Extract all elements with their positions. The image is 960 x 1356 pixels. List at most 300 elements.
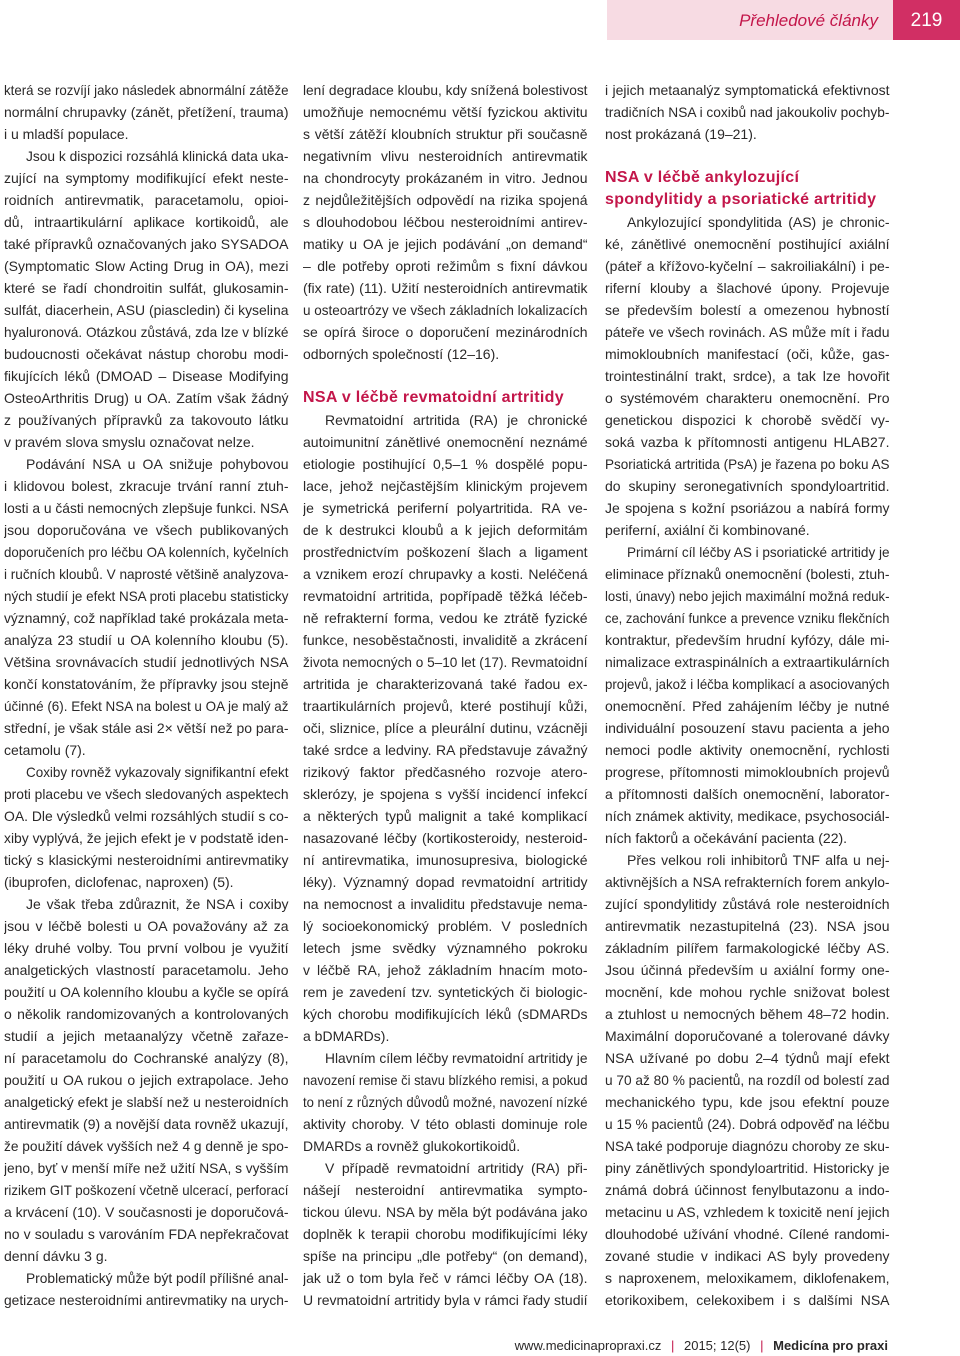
text-line xyxy=(605,277,890,299)
text-line xyxy=(303,1025,588,1047)
text-line xyxy=(605,651,890,673)
line-text: tickou úlevu. NSA by měla být podávána jako xyxy=(303,1204,588,1220)
text-line xyxy=(605,475,890,497)
line-text: kontraktur, především hrudní kyfózy, dále mi- xyxy=(605,632,890,648)
line-text: z nejdůležitějších odpovědí na rizika spojená xyxy=(303,192,588,208)
paragraph xyxy=(4,893,289,1267)
line-text: analgetický efekt je slabší než u nesteroidních xyxy=(4,1094,289,1110)
line-text: matiky u OA je jejich podávání „on demand“ xyxy=(303,236,588,252)
line-text: revmatoidní artritida, popřípadě těžká léčeb- xyxy=(303,588,588,604)
line-text: také přípravků označovaných jako SYSADOA xyxy=(4,236,289,252)
text-line xyxy=(303,1223,588,1245)
text-line xyxy=(4,1091,289,1113)
text-line xyxy=(303,299,588,321)
line-text: funkce, nesoběstačnosti, invaliditě a zkrácení xyxy=(303,632,588,648)
line-text: NSA také podporuje diagnózu choroby ze sku- xyxy=(605,1138,890,1154)
line-text: NSA užívané po dobu 2–4 týdnů mají efekt xyxy=(605,1050,890,1066)
text-line xyxy=(605,959,890,981)
line-text: zované studie v indikaci AS byly provedeny xyxy=(605,1248,890,1264)
heading-line xyxy=(605,189,890,211)
text-line xyxy=(605,1245,890,1267)
text-line xyxy=(605,497,890,519)
text-line xyxy=(4,717,289,739)
text-line xyxy=(303,849,588,871)
section-label: Přehledové články xyxy=(739,11,878,30)
text-line xyxy=(4,981,289,1003)
line-text: Maximální doporučované a tolerované dávky xyxy=(605,1028,890,1044)
text-line xyxy=(605,1157,890,1179)
footer-issue: 2015; 12(5) xyxy=(683,1338,751,1353)
text-line xyxy=(4,101,289,123)
paragraph xyxy=(4,761,289,893)
text-line xyxy=(4,1289,289,1311)
text-line xyxy=(303,959,588,981)
line-text: OsteoArthritis Drug) u OA. Zatím však žádný xyxy=(4,390,289,406)
line-text: studií a jejich metaanalýzy včetně zařaze- xyxy=(4,1028,289,1044)
text-line xyxy=(605,1267,890,1289)
line-text: nost prokázaná (19–21). xyxy=(605,126,757,142)
text-line xyxy=(303,893,588,915)
text-line xyxy=(303,563,588,585)
text-line xyxy=(4,1157,289,1179)
text-line xyxy=(303,871,588,893)
text-line xyxy=(605,783,890,805)
text-line xyxy=(4,1179,289,1201)
line-text: použití u OA rukou o jejich extrapolace. Jeho xyxy=(4,1072,289,1088)
text-line xyxy=(303,1069,588,1091)
line-text: – dle potřeby oproti režimům s fixní dávkou xyxy=(303,258,588,274)
text-line xyxy=(605,299,890,321)
line-text: rizikový faktor předčasného rozvoje atero- xyxy=(303,764,588,780)
text-line xyxy=(303,1135,588,1157)
text-line xyxy=(4,761,289,783)
text-line xyxy=(4,1201,289,1223)
heading-text: spondylitidy a psoriatické artritidy xyxy=(605,191,877,208)
page-footer xyxy=(515,1336,888,1356)
line-text: etorikoxibem, celekoxibem i s dalšími NSA xyxy=(605,1292,890,1308)
text-line xyxy=(4,299,289,321)
line-text: metacinu u AS, vzhledem k toxicitě není jejich xyxy=(605,1204,890,1220)
line-text: antirevmatik nezastupitelná (23). NSA jsou xyxy=(605,918,890,934)
text-line xyxy=(4,1069,289,1091)
text-line xyxy=(303,629,588,651)
text-line xyxy=(303,1047,588,1069)
text-line xyxy=(4,871,289,893)
text-line xyxy=(4,497,289,519)
line-text: mechanického typu, kde jsou efektní pouze xyxy=(605,1094,890,1110)
paragraph xyxy=(303,1047,588,1157)
text-column-right xyxy=(605,79,890,1311)
line-text: Ankylozující spondylitida (AS) je chronic- xyxy=(627,214,890,230)
line-text: nimalizace extraspinálních a extraartikulárních xyxy=(605,654,890,670)
text-line xyxy=(4,739,289,761)
text-line xyxy=(303,695,588,717)
text-line xyxy=(605,1003,890,1025)
line-text: aktivnějších a NSA refrakterních forem ankylo- xyxy=(605,874,890,890)
text-line xyxy=(303,937,588,959)
text-line xyxy=(605,673,890,695)
line-text: letech jsme svědky významného pokroku xyxy=(303,940,588,956)
line-text: nasazované léčby (kortikosteroidy, nesteroid- xyxy=(303,830,588,846)
line-text: dlouhodobé užívání vhodné. Cílené randomi- xyxy=(605,1226,890,1242)
text-line xyxy=(605,123,890,145)
line-text: (ibuprofen, diclofenac, naproxen) (5). xyxy=(4,874,234,890)
text-line xyxy=(303,409,588,431)
line-text: navození remise či stavu blízkého remisi, a pokud xyxy=(303,1072,588,1088)
text-line xyxy=(605,1047,890,1069)
text-line xyxy=(605,387,890,409)
line-text: mocnění, kde mohou rychle snižovat bolest xyxy=(605,984,890,1000)
line-text: na chondrocyty prokázaném in vitro. Jednou xyxy=(303,170,588,186)
heading-line xyxy=(605,167,890,189)
line-text: i jejich metaanalýz symptomatická efektivnost xyxy=(605,82,890,98)
text-line xyxy=(303,475,588,497)
text-line xyxy=(605,431,890,453)
line-text: ních faktorů a očekávání pacienta (22). xyxy=(605,830,848,846)
line-text: (Symptomatic Slow Acting Drug in OA), mezi xyxy=(4,258,289,274)
line-text: základním pilířem farmakologické léčby AS. xyxy=(605,940,890,956)
line-text: s dlouhodobou léčbou nesteroidními antirev- xyxy=(303,214,588,230)
text-line xyxy=(303,233,588,255)
line-text: do skupiny seronegativních spondyloartritid. xyxy=(605,478,890,494)
text-line xyxy=(605,233,890,255)
line-text: Hlavním cílem léčby revmatoidní artritidy je xyxy=(325,1050,588,1066)
line-text: lace, jehož nejčastějším klinickým projevem xyxy=(303,478,588,494)
line-text: tradičních NSA i coxibů nad jakoukoliv pochyb- xyxy=(605,104,890,120)
line-text: v pravém slova smyslu označovat nelze. xyxy=(4,434,255,450)
line-text: o systémovém charakteru onemocnění. Pro xyxy=(605,390,890,406)
text-line xyxy=(605,1091,890,1113)
line-text: na nemocnost a invaliditu představuje nema- xyxy=(303,896,588,912)
text-line xyxy=(303,453,588,475)
footer-separator: | xyxy=(760,1338,764,1353)
text-line xyxy=(4,695,289,717)
line-text: piny zánětlivých spondyloartritid. Historicky je xyxy=(605,1160,890,1176)
line-text: etiologie postihující 0,5–1 % dospělé popu- xyxy=(303,456,588,472)
text-line xyxy=(303,123,588,145)
line-text: trointestinální trakt, srdce), a tak lze hovořit xyxy=(605,368,890,384)
text-line xyxy=(4,541,289,563)
line-text: getizace nesteroidními antirevmatiky na urych- xyxy=(4,1292,289,1308)
line-text: traartikulárních projevů, které postihují kůži, xyxy=(303,698,588,714)
text-line xyxy=(4,79,289,101)
text-line xyxy=(605,849,890,871)
paragraph xyxy=(4,453,289,761)
line-text: Problematický může být podíl přílišné anal- xyxy=(26,1270,289,1286)
line-text: analýza 23 studií u OA kolenního kloubu (5). xyxy=(4,632,289,648)
footer-website: www.medicinapropraxi.cz xyxy=(514,1338,662,1353)
text-line xyxy=(303,805,588,827)
text-line xyxy=(303,783,588,805)
text-line xyxy=(605,519,890,541)
text-line xyxy=(4,959,289,981)
line-text: no v souladu s varováním FDA nepřekračovat xyxy=(4,1226,289,1242)
line-text: ké, zánětlivé onemocnění postihující axiální xyxy=(605,236,890,252)
text-line xyxy=(605,409,890,431)
paragraph xyxy=(605,211,890,541)
paragraph xyxy=(4,145,289,453)
text-line xyxy=(4,255,289,277)
line-text: artritida je charakterizovaná také řadou ex- xyxy=(303,676,588,692)
paragraph xyxy=(303,409,588,1047)
text-line xyxy=(605,827,890,849)
line-text: genetickou dispozici k chorobě svědčí vy- xyxy=(605,412,890,428)
line-text: ce, zachování funkce a prevence vzniku flekčních xyxy=(605,610,890,626)
text-line xyxy=(605,1069,890,1091)
text-line xyxy=(4,123,289,145)
text-line xyxy=(605,1179,890,1201)
text-line xyxy=(4,189,289,211)
text-line xyxy=(303,981,588,1003)
line-text: se opírá široce o doporučení mezinárodních xyxy=(303,324,588,340)
heading-line xyxy=(303,387,588,409)
text-line xyxy=(303,519,588,541)
text-line xyxy=(605,321,890,343)
paragraph xyxy=(303,79,588,365)
text-line xyxy=(303,277,588,299)
line-text: jeno, byť v menší míře než užití NSA, s vyšším xyxy=(4,1160,289,1176)
line-text: Coxiby rovněž vykazovaly signifikantní efekt xyxy=(26,764,289,780)
line-text: páteře ve všech rovinách. AS může mít i řadu xyxy=(605,324,890,340)
text-line xyxy=(4,827,289,849)
text-line xyxy=(4,453,289,475)
line-text: proti placebu ve všech sledovaných aspektech xyxy=(4,786,289,802)
line-text: a krvácení (10). V současnosti je doporučová- xyxy=(4,1204,289,1220)
line-text: a vznikem erozí chrupavky a kosti. Neléčená xyxy=(303,566,588,582)
line-text: Primární cíl léčby AS i psoriatické artritidy je xyxy=(627,544,890,560)
text-line xyxy=(303,1113,588,1135)
line-text: mimokloubních manifestací (oči, kůže, gas- xyxy=(605,346,890,362)
text-line xyxy=(303,1157,588,1179)
text-line xyxy=(303,1201,588,1223)
line-text: V případě revmatoidní artritidy (RA) při- xyxy=(325,1160,588,1176)
line-text: individuální posouzení stavu pacienta a jeho xyxy=(605,720,890,736)
line-text: jsou v léčbě bolesti u OA považovány až za xyxy=(4,918,289,934)
line-text: Je spojena s kožní psoriázou a nabírá formy xyxy=(605,500,890,516)
text-column-left xyxy=(4,79,289,1311)
line-text: oči, sliznice, plíce a pleurální dutinu, vzácněji xyxy=(303,720,588,736)
line-text: končí konstatováním, že přípravky jsou stejně xyxy=(4,676,289,692)
line-text: kých chorobu modifikujících léků (sDMARDs xyxy=(303,1006,588,1022)
section-heading xyxy=(605,167,890,211)
text-line xyxy=(303,1267,588,1289)
text-line xyxy=(4,805,289,827)
text-line xyxy=(303,651,588,673)
line-text: odborných společností (12–16). xyxy=(303,346,500,362)
line-text: antirevmatik (9) a novější data rovněž ukazují, xyxy=(4,1116,289,1132)
text-line xyxy=(4,783,289,805)
line-text: cetamolu (7). xyxy=(4,742,86,758)
line-text: (fix rate) (11). Užití nesteroidních antirevmatik xyxy=(303,280,588,296)
line-text: doplněk k terapii chorobu modifikujícími léky xyxy=(303,1226,588,1242)
text-line xyxy=(605,1113,890,1135)
line-text: eliminace příznaků onemocnění (bolesti, ztuh- xyxy=(605,566,890,582)
text-line xyxy=(4,519,289,541)
text-line xyxy=(4,915,289,937)
text-line xyxy=(4,475,289,497)
line-text: rem je zavedení tzv. syntetických či biologic- xyxy=(303,984,588,1000)
text-line xyxy=(303,1003,588,1025)
line-text: účinné (6). Efekt NSA na bolest u OA je malý až xyxy=(4,698,289,714)
text-line xyxy=(303,915,588,937)
line-text: i u mladší populace. xyxy=(4,126,129,142)
text-line xyxy=(303,255,588,277)
text-line xyxy=(605,101,890,123)
line-text: normální chrupavky (zánět, přetížení, trauma) xyxy=(4,104,289,120)
line-text: známá dobrá účinnost fenylbutazonu a indo- xyxy=(605,1182,890,1198)
line-text: to není z různých důvodů možné, navození nízké xyxy=(303,1094,588,1110)
line-text: u 15 % pacientů (24). Dobrá odpověď na léčbu xyxy=(605,1116,890,1132)
text-line xyxy=(303,211,588,233)
text-line xyxy=(4,387,289,409)
text-line xyxy=(605,1223,890,1245)
text-line xyxy=(605,365,890,387)
heading-text: NSA v léčbě revmatoidní artritidy xyxy=(303,389,564,406)
line-text: soká vazba k přítomnosti antigenu HLAB27. xyxy=(605,434,890,450)
text-line xyxy=(303,101,588,123)
line-text: střední, je však stále asi 2× větší než po para- xyxy=(4,720,289,736)
line-text: Jsou k dispozici rozsáhlá klinická data uka- xyxy=(26,148,289,164)
line-text: ně refrakterní forma, vedou ke ztrátě fyzické xyxy=(303,610,588,626)
text-line xyxy=(4,233,289,255)
page-number: 219 xyxy=(893,0,960,40)
text-line xyxy=(605,585,890,607)
text-line xyxy=(605,937,890,959)
line-text: léky druhé volby. Tou první volbou je využití xyxy=(4,940,289,956)
text-line xyxy=(4,431,289,453)
text-line xyxy=(605,563,890,585)
line-text: U revmatoidní artritidy byla v rámci řady studií xyxy=(303,1292,588,1308)
line-text: v léčbě RA, jehož základním hnacím moto- xyxy=(303,962,588,978)
line-text: zující spondylitidy zůstává role nesteroidních xyxy=(605,896,890,912)
line-text: a přítomnosti dalších onemocnění, laborator- xyxy=(605,786,890,802)
line-text: aktivity choroby. V této oblasti dominuje role xyxy=(303,1116,588,1132)
line-text: také srdce a ledviny. RA představuje závažný xyxy=(303,742,588,758)
line-text: hyaluronová. Otázkou zůstává, zda lze v blízké xyxy=(4,324,289,340)
line-text: Psoriatická artritida (PsA) je řazena po boku AS xyxy=(605,456,890,472)
text-line xyxy=(4,937,289,959)
paragraph xyxy=(605,79,890,145)
text-line xyxy=(605,1135,890,1157)
line-text: Je však třeba zdůraznit, že NSA i coxiby xyxy=(26,896,289,912)
text-line xyxy=(4,1135,289,1157)
line-text: Jsou účinná především u axiální formy one- xyxy=(605,962,890,978)
line-text: onemocnění. Před zahájením léčby je nutné xyxy=(605,698,890,714)
text-line xyxy=(303,1179,588,1201)
paragraph xyxy=(4,1267,289,1311)
line-text: progrese, přítomnosti mimokloubních projevů xyxy=(605,764,890,780)
text-line xyxy=(605,211,890,233)
text-line xyxy=(605,541,890,563)
line-text: u 70 až 80 % pacientů, na rozdíl od bolestí zad xyxy=(605,1072,890,1088)
line-text: tický s klasickými nesteroidními antirevmatiky xyxy=(4,852,289,868)
text-line xyxy=(605,717,890,739)
text-line xyxy=(303,585,588,607)
line-text: která se rozvíjí jako následek abnormální zátěže xyxy=(4,82,289,98)
text-column-middle xyxy=(303,79,588,1311)
line-text: de k destrukci kloubů a k jejich deformitám xyxy=(303,522,588,538)
text-line xyxy=(303,343,588,365)
text-line xyxy=(605,695,890,717)
line-text: jsou doporučována ve všech publikovaných xyxy=(4,522,289,538)
text-line xyxy=(605,805,890,827)
text-line xyxy=(303,827,588,849)
line-text: Většina srovnávacích studií jednotlivých NSA xyxy=(4,654,289,670)
line-text: negativním vlivu nesteroidních antirevmatik xyxy=(303,148,588,164)
line-text: s větší zátěží kloubních struktur při současně xyxy=(303,126,588,142)
line-text: dů, intraartikulární aplikace kortikoidů, ale xyxy=(4,214,289,230)
text-line xyxy=(303,761,588,783)
line-text: Přes velkou roli inhibitorů TNF alfa u nej- xyxy=(627,852,890,868)
line-text: spíše na principu „dle potřeby“ (on demand), xyxy=(303,1248,588,1264)
line-text: projevů, jakož i léčba komplikací a asociovaných xyxy=(605,676,890,692)
text-line xyxy=(605,871,890,893)
line-text: s naproxenem, meloxikamem, diklofenakem, xyxy=(605,1270,890,1286)
section-heading xyxy=(303,387,588,409)
line-text: použití u OA kolenního kloubu a kyčle se opírá xyxy=(4,984,289,1000)
text-line xyxy=(303,79,588,101)
text-line xyxy=(303,607,588,629)
text-line xyxy=(303,497,588,519)
line-text: ní paracetamolu do Cochranské analýzy (8), xyxy=(4,1050,289,1066)
line-text: autoimunitní zánětlivé onemocnění neznámé xyxy=(303,434,588,450)
line-text: které se řadí chondroitin sulfát, glukosamin- xyxy=(4,280,289,296)
line-text: doporučeních pro léčbu OA kolenních, kyčelních xyxy=(4,544,289,560)
paragraph xyxy=(605,849,890,1311)
line-text: OA. Dle výsledků velmi rozsáhlých studií s co- xyxy=(4,808,289,824)
text-line xyxy=(303,189,588,211)
text-line xyxy=(605,981,890,1003)
line-text: je symetrická periferní polyartritida. RA ve- xyxy=(303,500,588,516)
text-line xyxy=(605,1025,890,1047)
text-line xyxy=(605,915,890,937)
line-text: analgetických vlastností paracetamolu. Jeho xyxy=(4,962,289,978)
line-text: ních známek aktivity, medikace, psychosociál- xyxy=(605,808,890,824)
line-text: lení degradace kloubu, kdy snížená bolestivost xyxy=(303,82,588,98)
line-text: významný, což například také prokázala meta- xyxy=(4,610,289,626)
line-text: fikujících léků (DMOAD – Disease Modifying xyxy=(4,368,289,384)
text-line xyxy=(303,541,588,563)
text-line xyxy=(605,629,890,651)
line-text: sklerózy, je spojena s vyšší incidencí infekcí xyxy=(303,786,588,802)
line-text: sulfát, diacerhein, ASU (piascledin) či kyselina xyxy=(4,302,289,318)
text-line xyxy=(605,607,890,629)
line-text: nemoci podle aktivity onemocnění, rychlosti xyxy=(605,742,890,758)
line-text: u osteoartrózy ve všech základních lokalizacích xyxy=(303,302,588,318)
text-line xyxy=(605,255,890,277)
text-line xyxy=(605,1201,890,1223)
line-text: života nemocných o 5–10 let (17). Revmatoidní xyxy=(303,654,588,670)
text-line xyxy=(4,1025,289,1047)
text-line xyxy=(303,431,588,453)
text-line xyxy=(4,365,289,387)
text-line xyxy=(303,321,588,343)
section-header-band xyxy=(607,0,893,40)
text-line xyxy=(303,145,588,167)
paragraph xyxy=(303,1157,588,1311)
text-line xyxy=(4,651,289,673)
line-text: (páteř a křížovo-kyčelní – sakroiliakální) i pe- xyxy=(605,258,890,274)
line-text: o několik randomizovaných a kontrolovaných xyxy=(4,1006,289,1022)
line-text: léky). Významný dopad revmatoidní artritidy xyxy=(303,874,588,890)
text-line xyxy=(4,277,289,299)
footer-separator: | xyxy=(670,1338,675,1353)
text-line xyxy=(303,167,588,189)
line-text: DMARDs a rovněž glukokortikoidů. xyxy=(303,1138,521,1154)
text-line xyxy=(4,211,289,233)
text-line xyxy=(4,1245,289,1267)
text-line xyxy=(4,343,289,365)
